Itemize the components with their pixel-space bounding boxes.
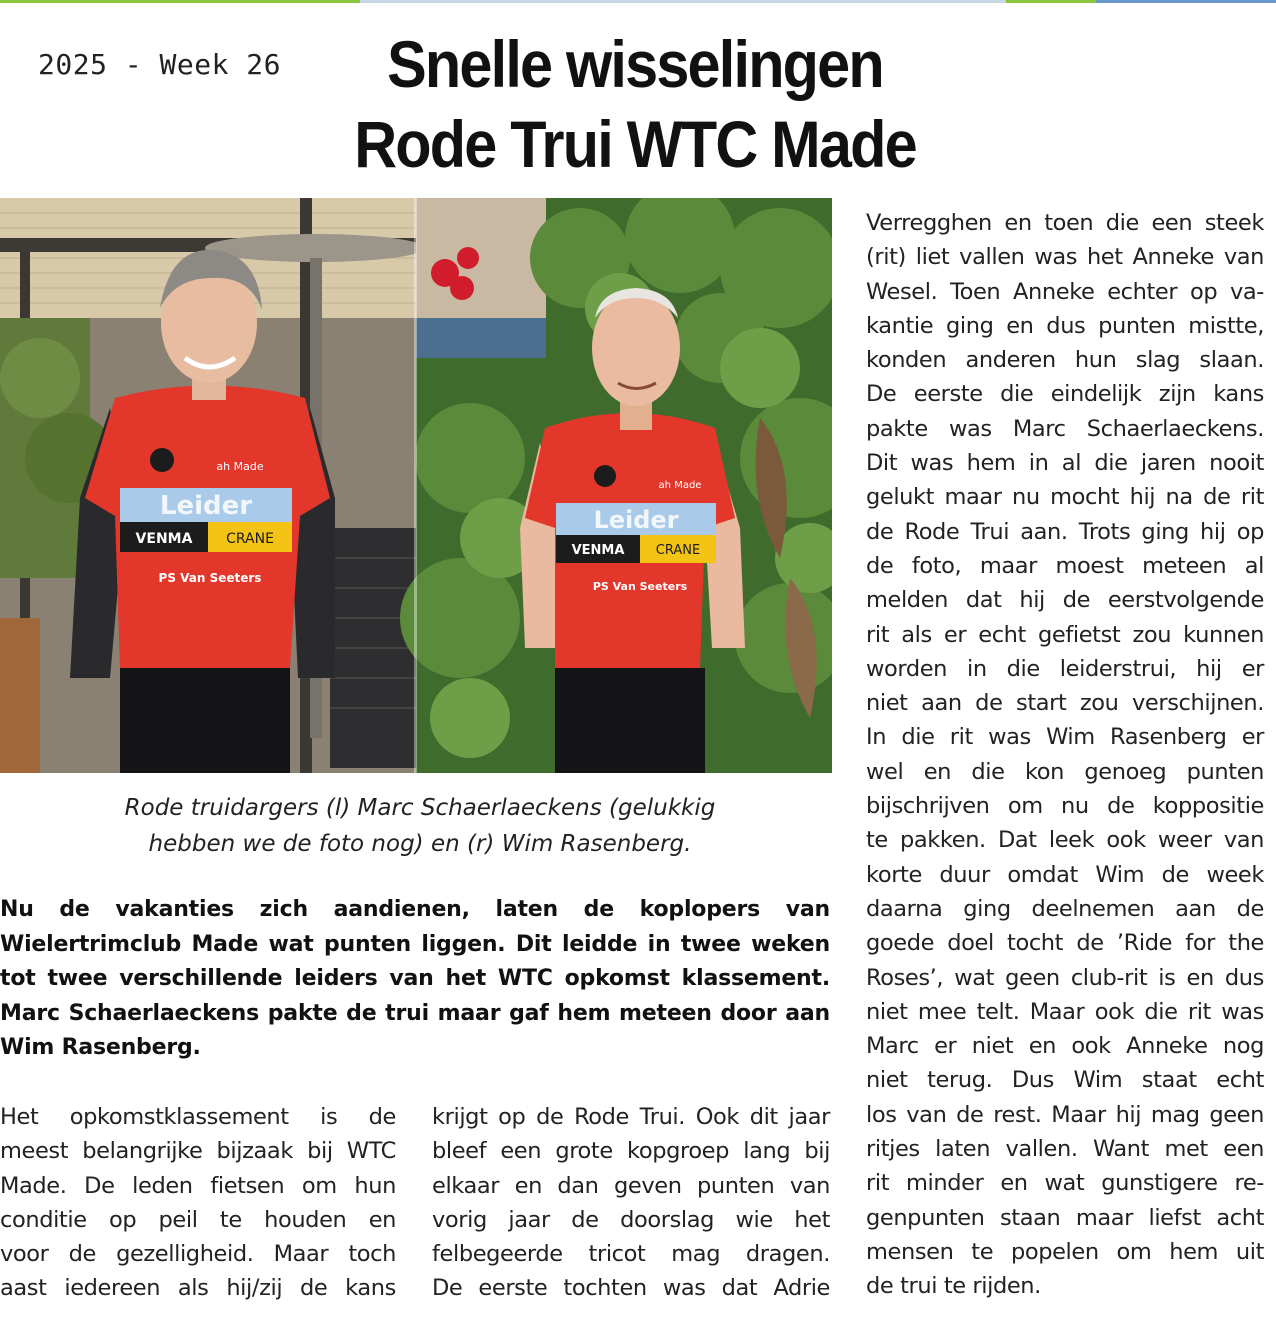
body-line: niet mee telt. Maar ook die rit was [866, 998, 1264, 1025]
body-line: mensen te popelen om hem uit [866, 1238, 1264, 1265]
body-line: vorig jaar de doorslag wie het [432, 1206, 830, 1233]
lead-paragraph: Nu de vakanties zich aandienen, laten de koplopers van Wielertrimclub Made wat punten liggen. Dit leidde in twee weken tot twee verschillende leiders van het WTC opkomst klassement. Marc Schaerlaeckens pakte de trui maar gaf hem meteen door aan Wim Rasenberg. [0, 897, 830, 1060]
body-line: bijschrijven om nu de koppositie [866, 793, 1264, 820]
body-line: niet terug. Dus Wim staat echt [866, 1067, 1264, 1094]
right-jersey-seeters: PS Van Seeters [592, 580, 688, 593]
caption-line-2: hebben we de foto nog) en (r) Wim Rasenberg. [148, 831, 692, 857]
headline-line-2: Rode Trui WTC Made [354, 107, 916, 181]
headline-line-1: Snelle wisselingen [387, 27, 883, 101]
left-jersey-venma: VENMA [135, 531, 193, 547]
body-line: worden in die leiderstrui, hij er [866, 655, 1264, 682]
body-line: Made. De leden fietsen om hun [0, 1172, 396, 1199]
body-line: genpunten staan maar liefst acht [866, 1204, 1264, 1231]
caption-line-1: Rode truidargers (l) Marc Schaerlaeckens (gelukkig [124, 795, 716, 821]
left-jersey-leider: Leider [159, 491, 253, 521]
left-jersey-ah: ah Made [216, 460, 264, 473]
body-line: Wesel. Toen Anneke echter op va- [866, 278, 1264, 305]
body-column-2 [432, 1100, 830, 1306]
body-line: rit minder en wat gunstigere re- [866, 1170, 1264, 1197]
right-jersey-venma: VENMA [571, 543, 625, 558]
body-line: De eerste die eindelijk zijn kans [866, 381, 1264, 408]
body-line: conditie op peil te houden en [0, 1206, 396, 1233]
body-column-3 [866, 206, 1264, 1304]
body-line: goede doel tocht de ’Ride for the [866, 930, 1264, 957]
edition-label: 2025 - Week 26 [38, 48, 282, 81]
photo-caption [40, 790, 800, 862]
body-line: los van de rest. Maar hij mag geen [866, 1101, 1264, 1128]
body-line: rit als er echt gefietst zou kunnen [866, 621, 1264, 648]
body-line: bleef een grote kopgroep lang bij [432, 1138, 830, 1165]
body-line: de trui te rijden. [866, 1273, 1041, 1300]
body-line: te pakken. Dat leek ook weer van [866, 827, 1264, 854]
body-line: ritjes laten vallen. Want met een [866, 1136, 1264, 1163]
body-line: voor de gezelligheid. Maar toch [0, 1241, 396, 1268]
body-line: Roses’, wat geen club-rit is en dus [866, 964, 1264, 991]
left-jersey-seeters: PS Van Seeters [158, 571, 262, 585]
body-line: gelukt maar nu mocht hij na de rit [866, 484, 1264, 511]
body-line: felbegeerde tricot mag dragen. [432, 1241, 830, 1268]
body-line: meest belangrijke bijzaak bij WTC [0, 1138, 396, 1165]
body-line: kantie ging en dus punten mistte, [866, 312, 1264, 339]
body-line: Verregghen en toen die een steek [866, 210, 1264, 236]
body-line: de foto, maar moest meteen al [866, 552, 1264, 579]
body-line: de Rode Trui aan. Trots ging hij op [866, 518, 1264, 545]
body-line: aast iedereen als hij/zij de kans [0, 1275, 396, 1302]
body-line: krijgt op de Rode Trui. Ook dit jaar [432, 1104, 830, 1130]
body-line: (rit) liet vallen was het Anneke van [866, 244, 1264, 271]
body-line: konden anderen hun slag slaan. [866, 347, 1264, 374]
headline [300, 24, 970, 184]
right-jersey-leider: Leider [593, 506, 679, 534]
right-jersey-crane: CRANE [655, 543, 701, 558]
body-line: Marc er niet en ook Anneke nog [866, 1033, 1264, 1060]
top-color-strip [0, 0, 1276, 3]
article-photo [0, 198, 832, 773]
body-line: Het opkomstklassement is de [0, 1104, 396, 1130]
body-column-1 [0, 1100, 396, 1306]
body-line: melden dat hij de eerstvolgende [866, 587, 1264, 614]
body-line: korte duur omdat Wim de week [866, 861, 1264, 888]
body-line: elkaar en dan geven punten van [432, 1172, 830, 1199]
body-line: In die rit was Wim Rasenberg er [866, 724, 1264, 751]
body-line: daarna ging deelnemen aan de [866, 895, 1264, 922]
left-jersey-crane: CRANE [226, 531, 274, 547]
body-line: De eerste tochten was dat Adrie [432, 1275, 830, 1302]
body-line: Dit was hem in al die jaren nooit [866, 450, 1264, 477]
body-line: wel en die kon genoeg punten [866, 758, 1264, 785]
right-jersey-ah: ah Made [658, 480, 702, 491]
body-line: niet aan de start zou verschijnen. [866, 690, 1264, 717]
body-line: pakte was Marc Schaerlaeckens. [866, 415, 1264, 442]
